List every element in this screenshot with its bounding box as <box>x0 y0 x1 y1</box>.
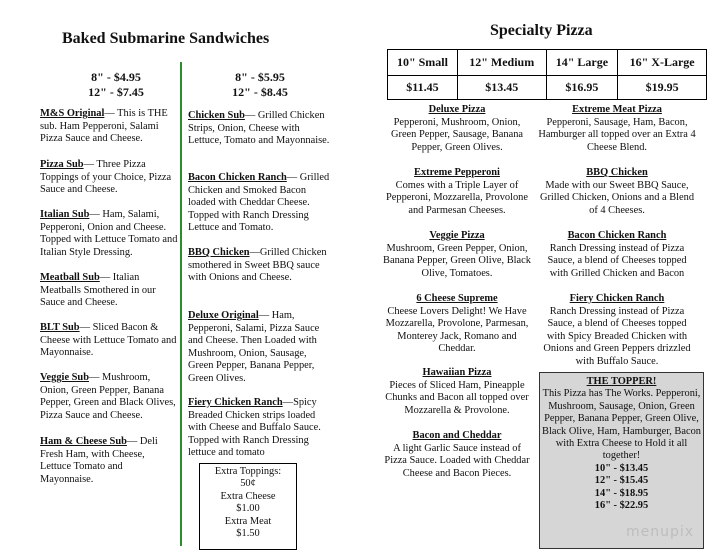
price-8in: 8" - $4.95 <box>91 70 141 84</box>
sub-item: Veggie Sub— Mushroom, Onion, Green Pepper, Banana Pepper, Green and Black Olives, Pizza Sauce and Cheese. <box>40 372 176 421</box>
pizza-item: Bacon Chicken Ranch Ranch Dressing instead of Pizza Sauce, a blend of Cheeses topped with Grilled Chicken and Bacon <box>547 230 687 279</box>
extras-line: Extra Toppings: <box>214 466 282 477</box>
sub-item: BLT Sub— Sliced Bacon & Cheese with Lettuce Tomato and Mayonnaise. <box>40 322 177 359</box>
sub-item: BBQ Chicken—Grilled Chicken smothered in Sweet BBQ sauce with Onions and Cheese. <box>188 247 327 284</box>
subs-title: Baked Submarine Sandwiches <box>62 30 270 47</box>
sub-item: Italian Sub— Ham, Salami, Pepperoni, Onion and Cheese. Topped with Lettuce Tomato and Italian Style Dressing. <box>40 209 178 258</box>
topper-desc: This Pizza has The Works. Pepperoni, Mushroom, Sausage, Onion, Green Pepper, Banana Pepper, Green Olive, Black Olive, Ham, Hamburger, Bacon with Extra Cheese to Hold it all together! <box>542 388 701 462</box>
size-price: $11.45 <box>388 76 458 100</box>
topper-price: 12" - $15.45 <box>594 475 649 487</box>
sub-item: Chicken Sub— Grilled Chicken Strips, Onion, Cheese with Lettuce, Tomato and Mayonnaise. <box>188 110 330 147</box>
price-12in: 12" - $8.45 <box>232 85 288 99</box>
size-price: $13.45 <box>457 76 546 100</box>
sub-item: Bacon Chicken Ranch— Grilled Chicken and Smoked Bacon loaded with Cheddar Cheese. Topped with Ranch Dressing Lettuce and Tomato. <box>188 172 330 234</box>
extras-box <box>199 463 297 550</box>
extras-line: 50¢ <box>240 478 256 490</box>
pizza-price-table <box>387 49 707 100</box>
topper-box <box>539 372 704 549</box>
extras-line: Extra Cheese <box>220 490 276 502</box>
pizza-item: Deluxe Pizza Pepperoni, Mushroom, Onion, Green Pepper, Sausage, Banana Pepper, Green Olives. <box>390 104 523 153</box>
watermark: menupix <box>626 524 695 540</box>
pizza-item: Veggie Pizza Mushroom, Green Pepper, Onion, Banana Pepper, Green Olive, Black Olive, Tomatoes. <box>383 230 531 279</box>
sub-item: Pizza Sub— Three Pizza Toppings of your Choice, Pizza Sauce and Cheese. <box>40 159 172 196</box>
pizza-item: Extreme Pepperoni Comes with a Triple Layer of Pepperoni, Mozzarella, Provolone and Parmesan Cheeses. <box>386 167 528 216</box>
price-12in: 12" - $7.45 <box>88 85 144 99</box>
topper-price: 14" - $18.95 <box>594 487 649 499</box>
sub-item: Fiery Chicken Ranch—Spicy Breaded Chicken strips loaded with Cheese and Buffalo Sauce. Topped with Ranch Dressing lettuce and tomato <box>188 397 321 459</box>
pizza-title: Specialty Pizza <box>490 22 593 39</box>
size-header: 12" Medium <box>457 50 546 76</box>
size-header: 16" X-Large <box>618 50 707 76</box>
subs-right-prices <box>210 70 310 100</box>
price-8in: 8" - $5.95 <box>235 70 285 84</box>
size-header: 14" Large <box>546 50 618 76</box>
sub-item: Deluxe Original— Ham, Pepperoni, Salami, Pizza Sauce and Cheese. Then Loaded with Mushroom, Onion, Sausage, Green Pepper, Banana Pepper, Green Olives. <box>188 310 320 384</box>
pizza-item: Extreme Meat Pizza Pepperoni, Sausage, Ham, Bacon, Hamburger all topped over an Extra 4 Cheese Blend. <box>538 104 696 153</box>
sub-item: Ham & Cheese Sub— Deli Fresh Ham, with Cheese, Lettuce Tomato and Mayonnaise. <box>40 436 158 485</box>
extras-line: Extra Meat <box>224 515 272 527</box>
extras-line: $1.00 <box>236 503 260 515</box>
extras-line: $1.50 <box>236 528 260 540</box>
pizza-item: BBQ Chicken Made with our Sweet BBQ Sauce, Grilled Chicken, Onions and a Blend of 4 Cheeses. <box>539 167 695 216</box>
pizza-item: Bacon and Cheddar A light Garlic Sauce instead of Pizza Sauce. Loaded with Cheddar Cheese and Bacon Pieces. <box>384 430 530 479</box>
subs-left-prices <box>66 70 166 100</box>
size-header: 10" Small <box>388 50 458 76</box>
sub-item: Meatball Sub— Italian Meatballs Smothered in our Sauce and Cheese. <box>40 272 156 309</box>
pizza-item: Fiery Chicken Ranch Ranch Dressing instead of Pizza Sauce, a blend of Cheeses topped with Spicy Breaded Chicken with Onions and Green Peppers drizzled with Buffalo Sauce. <box>543 293 691 367</box>
topper-price: 10" - $13.45 <box>594 462 649 474</box>
size-price: $16.95 <box>546 76 618 100</box>
column-divider <box>180 62 182 546</box>
topper-price: 16" - $22.95 <box>594 500 649 512</box>
pizza-item: Hawaiian Pizza Pieces of Sliced Ham, Pineapple Chunks and Bacon all topped over Mozzarella & Provolone. <box>385 367 529 416</box>
size-price: $19.95 <box>618 76 707 100</box>
sub-item: M&S Original— This is THE sub. Ham Pepperoni, Salami Pizza Sauce and Cheese. <box>40 108 168 145</box>
topper-title: THE TOPPER! <box>586 376 657 387</box>
pizza-item: 6 Cheese Supreme Cheese Lovers Delight! We Have Mozzarella, Provolone, Parmesan, Monterey Jack, Romano and Cheddar. <box>385 293 529 355</box>
